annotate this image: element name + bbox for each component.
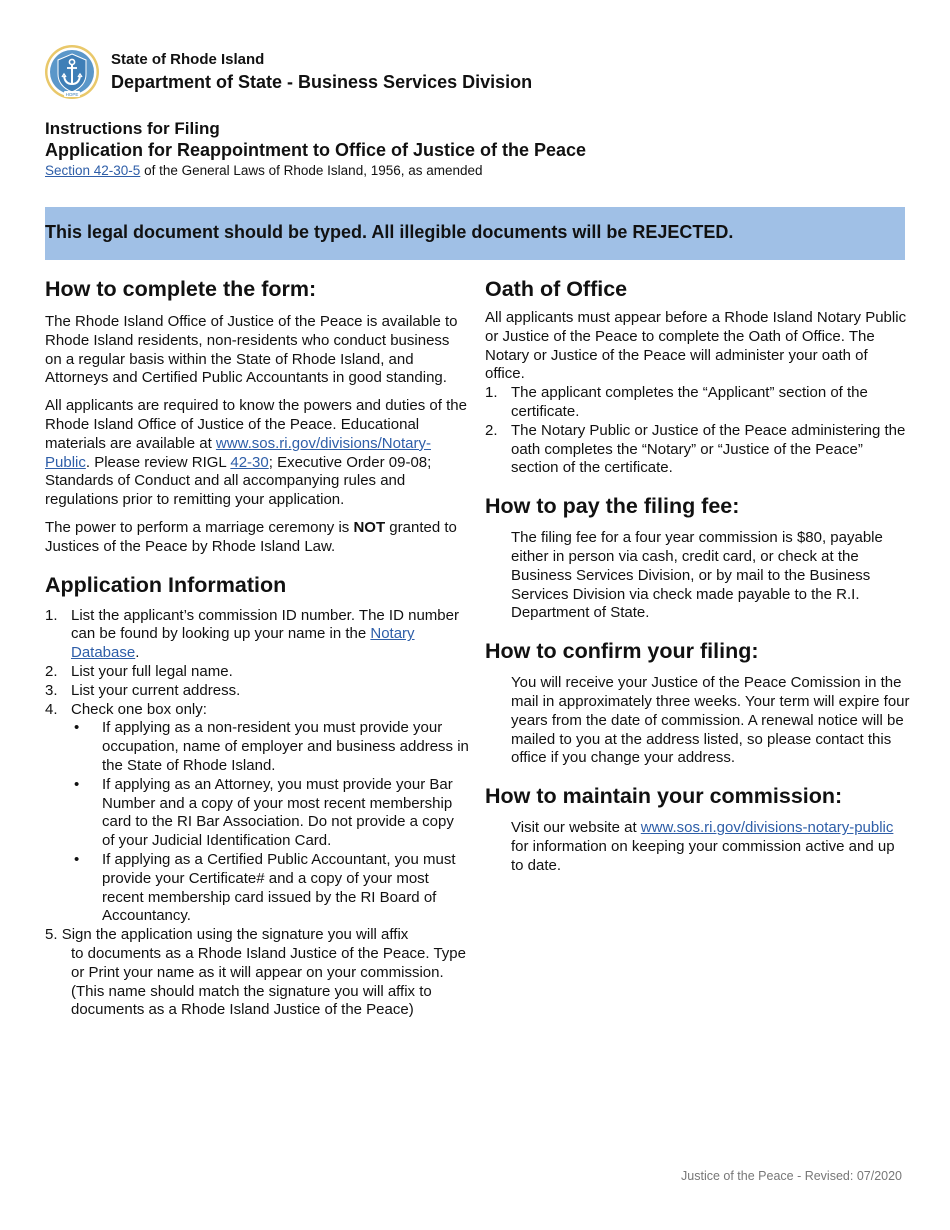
pay-fee-heading: How to pay the filing fee: (485, 494, 740, 519)
list-item: 1. The applicant completes the “Applicant” section of the certificate. (485, 384, 868, 420)
maintain-text: Visit our website at www.sos.ri.gov/divisions-notary-public for information on keeping your commission active and up to date. (511, 819, 895, 874)
footer-revision: Justice of the Peace - Revised: 07/2020 (681, 1169, 902, 1183)
application-info-heading: Application Information (45, 572, 287, 597)
left-column (45, 276, 470, 1020)
pay-fee-text: The filing fee for a four year commission is $80, payable either in person via cash, credit card, or check at the Business Services Division, or by mail to the Business Services Division via check made payable to the R.I. Department of State. (511, 529, 883, 622)
duties-paragraph: All applicants are required to know the powers and duties of the Rhode Island Office of Justice of the Peace. Educational materials are available at www.sos.ri.gov/divisions/Notary-Public. Please review RIGL 42-30; Executive Order 09-08; Standards of Conduct and all accompanying rules and regulations prior to remitting your application. (45, 397, 467, 509)
list-item: 4. Check one box only: (45, 700, 207, 718)
notary-database-link[interactable]: Notary Database (71, 625, 415, 662)
warning-banner (45, 207, 905, 260)
law-reference: Section 42-30-5 of the General Laws of Rhode Island, 1956, as amended (45, 163, 483, 178)
department-name: Department of State - Business Services Division (111, 72, 533, 92)
list-item: 1. List the applicant’s commission ID number. The ID number can be found by looking up your name in the Notary Database. (45, 606, 459, 662)
oath-intro: All applicants must appear before a Rhode Island Notary Public or Justice of the Peace to complete the Oath of Office. The Notary or Justice of the Peace will administer your oath of office. (485, 309, 907, 383)
rigl-42-30-link[interactable]: 42-30 (230, 453, 269, 471)
confirm-text: You will receive your Justice of the Peace Comission in the mail in approximately three weeks. Your term will expire four years from the date of commission. A renewal notice will be mailed to you at the address listed, so please contact this office if you change your address. (511, 674, 910, 767)
list-item: 2. List your full legal name. (45, 662, 233, 680)
warning-banner-text: This legal document should be typed. All illegible documents will be REJECTED. (45, 222, 734, 242)
svg-text:HOPE: HOPE (65, 92, 79, 97)
rhode-island-seal-icon (44, 44, 100, 100)
list-item: 3. List your current address. (45, 681, 241, 699)
bullet-item: • If applying as a Certified Public Accountant, you must provide your Certificate# and a copy of your most recent membership card issued by the RI Board of Accountancy. (74, 850, 456, 925)
state-name: State of Rhode Island (111, 51, 265, 68)
list-item: 5. Sign the application using the signature you will affix (45, 926, 409, 944)
document-header (45, 118, 586, 179)
law-section-link[interactable]: Section 42-30-5 (45, 163, 141, 178)
list-item: 2. The Notary Public or Justice of the Peace administering the oath completes the “Notary” or “Justice of the Peace” section of the certificate. (485, 421, 906, 477)
confirm-heading: How to confirm your filing: (485, 639, 759, 664)
maintain-heading: How to maintain your commission: (485, 784, 843, 809)
how-to-complete-heading: How to complete the form: (45, 277, 317, 301)
notary-website-link[interactable]: www.sos.ri.gov/divisions-notary-public (640, 819, 894, 837)
right-column (485, 276, 910, 876)
eligibility-paragraph: The Rhode Island Office of Justice of the Peace is available to Rhode Island residents, non-residents who conduct business on a regular basis within the State of Rhode Island, and Attorneys and Certified Public Accountants in good standing. (45, 313, 458, 387)
bullet-item: • If applying as a non-resident you must provide your occupation, name of employer and business address in the State of Rhode Island. (74, 719, 469, 774)
marriage-paragraph: The power to perform a marriage ceremony is NOT granted to Justices of the Peace by Rhode Island Law. (45, 518, 457, 555)
document-subtitle: Instructions for Filing (45, 119, 220, 138)
document-title: Application for Reappointment to Office of Justice of the Peace (45, 140, 587, 160)
bullet-item: • If applying as an Attorney, you must provide your Bar Number and a copy of your most recent membership card to the RI Bar Association. Do not provide a copy of your Judicial Identification Card. (74, 775, 454, 850)
list-item-continuation: to documents as a Rhode Island Justice of the Peace. Type or Print your name as it will appear on your commission. (This name should match the signature you will affix to documents as a Rhode Island Justice of the Peace) (71, 944, 466, 1019)
notary-public-link[interactable]: www.sos.ri.gov/divisions/Notary-Public (45, 434, 431, 471)
oath-heading: Oath of Office (485, 277, 628, 301)
organization-header (111, 51, 532, 93)
